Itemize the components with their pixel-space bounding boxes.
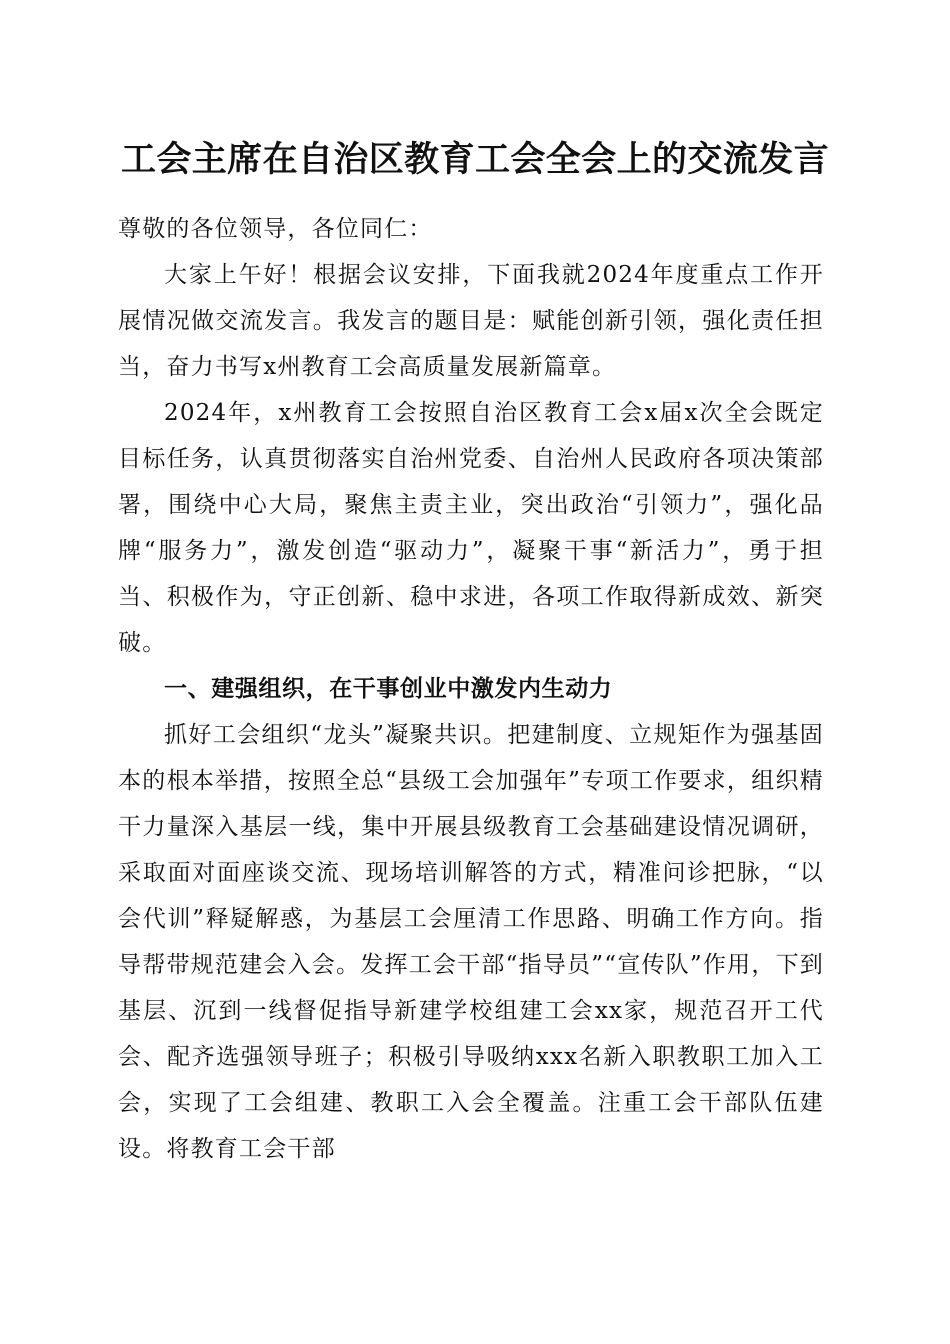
section-paragraph: 抓好工会组织“龙头”凝聚共识。把建制度、立规矩作为强基固本的根本举措，按照全总“县级工会加强年”专项工作要求，组织精干力量深入基层一线，集中开展县级教育工会基础建设情况调研，采取面对面座谈交流、现场培训解答的方式，精准问诊把脉，“以会代训”释疑解惑，为基层工会厘清工作思路、明确工作方向。指导帮带规范建会入会。发挥工会干部“指导员”“宣传队”作用，下到基层、沉到一线督促指导新建学校组建工会xx家，规范召开工代会、配齐选强领导班子；积极引导吸纳xxx名新入职教职工加入工会，实现了工会组建、教职工入会全覆盖。注重工会干部队伍建设。将教育工会干部 [118,722,824,1162]
document-body [118,206,824,1172]
opening-paragraph: 大家上午好！根据会议安排，下面我就2024年度重点工作开展情况做交流发言。我发言的题目是：赋能创新引领，强化责任担当，奋力书写x州教育工会高质量发展新篇章。 [118,262,824,380]
section-heading: 一、建强组织，在干事创业中激发内生动力 [164,676,613,702]
summary-paragraph: 2024年，x州教育工会按照自治区教育工会x届x次全会既定目标任务，认真贯彻落实自治州党委、自治州人民政府各项决策部署，围绕中心大局，聚焦主责主业，突出政治“引领力”，强化品牌“服务力”，激发创造“驱动力”，凝聚干事“新活力”，勇于担当、积极作为，守正创新、稳中求进，各项工作取得新成效、新突破。 [118,400,824,656]
salutation: 尊敬的各位领导，各位同仁： [118,216,433,242]
document-title: 工会主席在自治区教育工会全会上的交流发言 [120,139,829,180]
